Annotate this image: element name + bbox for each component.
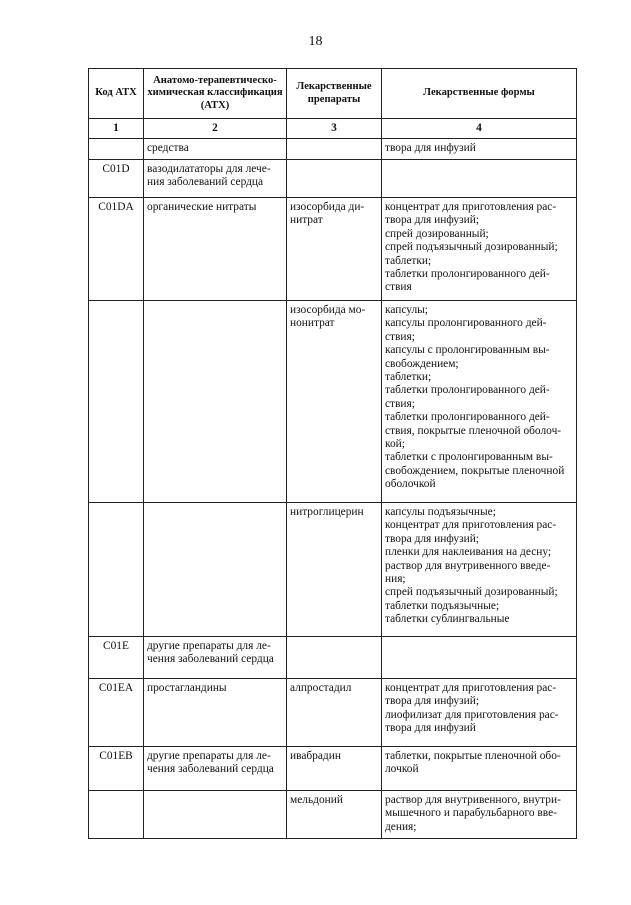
drug-cell bbox=[287, 637, 382, 679]
cell-line: ствия bbox=[385, 281, 412, 294]
drug-cell bbox=[287, 139, 382, 160]
cell-line: средства bbox=[147, 142, 189, 154]
cell-line: спрей подъязычный дозированный; bbox=[385, 586, 558, 599]
cell-line: капсулы пролонгированного дей- bbox=[385, 317, 547, 330]
cell-line: лиофилизат для приготовления рас- bbox=[385, 708, 559, 721]
classification-cell bbox=[144, 679, 287, 747]
cell-line: оболочкой bbox=[385, 478, 436, 491]
cell-line: вазодилататоры для лече- bbox=[147, 163, 271, 175]
cell-line: таблетки; bbox=[385, 254, 432, 267]
table-row bbox=[89, 503, 577, 637]
drug-cell bbox=[287, 791, 382, 839]
forms-cell bbox=[382, 791, 577, 839]
cell-line: концентрат для приготовления рас- bbox=[385, 519, 557, 532]
drug-cell bbox=[287, 747, 382, 791]
cell-line: ствия, покрытые пленочной оболоч- bbox=[385, 424, 562, 437]
code-cell: C01EB bbox=[89, 747, 144, 791]
code-cell bbox=[89, 301, 144, 503]
table-row bbox=[89, 791, 577, 839]
cell-line: таблетки пролонгированного дей- bbox=[385, 411, 550, 424]
table-row bbox=[89, 198, 577, 301]
header-forms: Лекарственные формы bbox=[382, 69, 577, 119]
cell-line: пленки для наклеивания на десну; bbox=[385, 546, 552, 559]
forms-cell bbox=[382, 503, 577, 637]
cell-line: ивабрадин bbox=[290, 750, 341, 762]
cell-line: чения заболеваний сердца bbox=[147, 653, 274, 666]
column-number: 1 bbox=[89, 119, 144, 139]
forms-cell bbox=[382, 637, 577, 679]
cell-line: таблетки подъязычные; bbox=[385, 599, 500, 612]
cell-line: таблетки с пролонгированным вы- bbox=[385, 451, 553, 464]
cell-line: таблетки пролонгированного дей- bbox=[385, 268, 550, 281]
cell-line: капсулы с пролонгированным вы- bbox=[385, 344, 550, 357]
cell-line: свобождением, покрытые пленочной bbox=[385, 464, 565, 477]
table-row bbox=[89, 301, 577, 503]
table-row bbox=[89, 139, 577, 160]
code-cell: C01DA bbox=[89, 198, 144, 301]
column-number: 4 bbox=[382, 119, 577, 139]
cell-line: другие препараты для ле- bbox=[147, 640, 271, 652]
code-cell: C01E bbox=[89, 637, 144, 679]
classification-cell bbox=[144, 198, 287, 301]
classification-cell bbox=[144, 139, 287, 160]
cell-line: другие препараты для ле- bbox=[147, 750, 271, 762]
header-classification: Анатомо-терапевтическо-химическая классификация (АТХ) bbox=[144, 69, 287, 119]
cell-line: раствор для внутривенного, внутри- bbox=[385, 794, 561, 806]
forms-cell bbox=[382, 679, 577, 747]
table-row bbox=[89, 747, 577, 791]
table-row bbox=[89, 160, 577, 198]
drug-cell bbox=[287, 198, 382, 301]
cell-line: нитрат bbox=[290, 214, 323, 227]
classification-cell bbox=[144, 791, 287, 839]
cell-line: концентрат для приготовления рас- bbox=[385, 682, 557, 694]
drug-cell bbox=[287, 160, 382, 198]
cell-line: твора для инфузий bbox=[385, 142, 476, 154]
forms-cell bbox=[382, 139, 577, 160]
classification-cell bbox=[144, 301, 287, 503]
cell-line: концентрат для приготовления рас- bbox=[385, 201, 557, 213]
column-number: 2 bbox=[144, 119, 287, 139]
cell-line: чения заболеваний сердца bbox=[147, 763, 274, 776]
cell-line: таблетки, покрытые пленочной обо- bbox=[385, 750, 561, 762]
classification-cell bbox=[144, 503, 287, 637]
forms-cell bbox=[382, 301, 577, 503]
column-number: 3 bbox=[287, 119, 382, 139]
classification-cell bbox=[144, 747, 287, 791]
cell-line: органические нитраты bbox=[147, 201, 257, 213]
drug-cell bbox=[287, 503, 382, 637]
cell-line: нитроглицерин bbox=[290, 506, 364, 518]
cell-line: простагландины bbox=[147, 682, 227, 694]
code-cell: C01EA bbox=[89, 679, 144, 747]
cell-line: ния; bbox=[385, 573, 406, 586]
cell-line: ствия; bbox=[385, 330, 415, 343]
cell-line: мельдоний bbox=[290, 794, 343, 806]
cell-line: таблетки сублингвальные bbox=[385, 613, 510, 626]
cell-line: твора для инфузий; bbox=[385, 214, 479, 227]
table-row bbox=[89, 679, 577, 747]
cell-line: таблетки пролонгированного дей- bbox=[385, 384, 550, 397]
drug-cell bbox=[287, 301, 382, 503]
cell-line: кой; bbox=[385, 438, 405, 451]
cell-line: ствия; bbox=[385, 397, 415, 410]
code-cell bbox=[89, 139, 144, 160]
header-row bbox=[89, 69, 577, 119]
classification-cell bbox=[144, 637, 287, 679]
cell-line: дения; bbox=[385, 820, 417, 833]
cell-line: капсулы подъязычные; bbox=[385, 506, 496, 518]
table-body bbox=[89, 139, 577, 839]
cell-line: таблетки; bbox=[385, 371, 432, 384]
cell-line: свобождением; bbox=[385, 357, 459, 370]
cell-line: раствор для внутривенного введе- bbox=[385, 559, 551, 572]
header-code: Код АТХ bbox=[89, 69, 144, 119]
cell-line: твора для инфузий bbox=[385, 722, 476, 735]
cell-line: алпростадил bbox=[290, 682, 352, 694]
cell-line: твора для инфузий; bbox=[385, 695, 479, 708]
code-cell bbox=[89, 791, 144, 839]
table-row bbox=[89, 637, 577, 679]
cell-line: изосорбида мо- bbox=[290, 304, 366, 316]
cell-line: нонитрат bbox=[290, 317, 335, 330]
cell-line: изосорбида ди- bbox=[290, 201, 365, 213]
cell-line: капсулы; bbox=[385, 304, 428, 316]
cell-line: спрей подъязычный дозированный; bbox=[385, 241, 558, 254]
column-number-row bbox=[89, 119, 577, 139]
drug-cell bbox=[287, 679, 382, 747]
cell-line: лочкой bbox=[385, 763, 419, 776]
cell-line: мышечного и парабульбарного вве- bbox=[385, 807, 557, 820]
cell-line: твора для инфузий; bbox=[385, 532, 479, 545]
cell-line: ния заболеваний сердца bbox=[147, 176, 264, 189]
forms-cell bbox=[382, 198, 577, 301]
atx-table bbox=[88, 68, 577, 839]
header-drugs: Лекарственные препараты bbox=[287, 69, 382, 119]
cell-line: спрей дозированный; bbox=[385, 227, 489, 240]
classification-cell bbox=[144, 160, 287, 198]
page-number: 18 bbox=[308, 34, 323, 49]
forms-cell bbox=[382, 160, 577, 198]
forms-cell bbox=[382, 747, 577, 791]
code-cell bbox=[89, 503, 144, 637]
code-cell: C01D bbox=[89, 160, 144, 198]
